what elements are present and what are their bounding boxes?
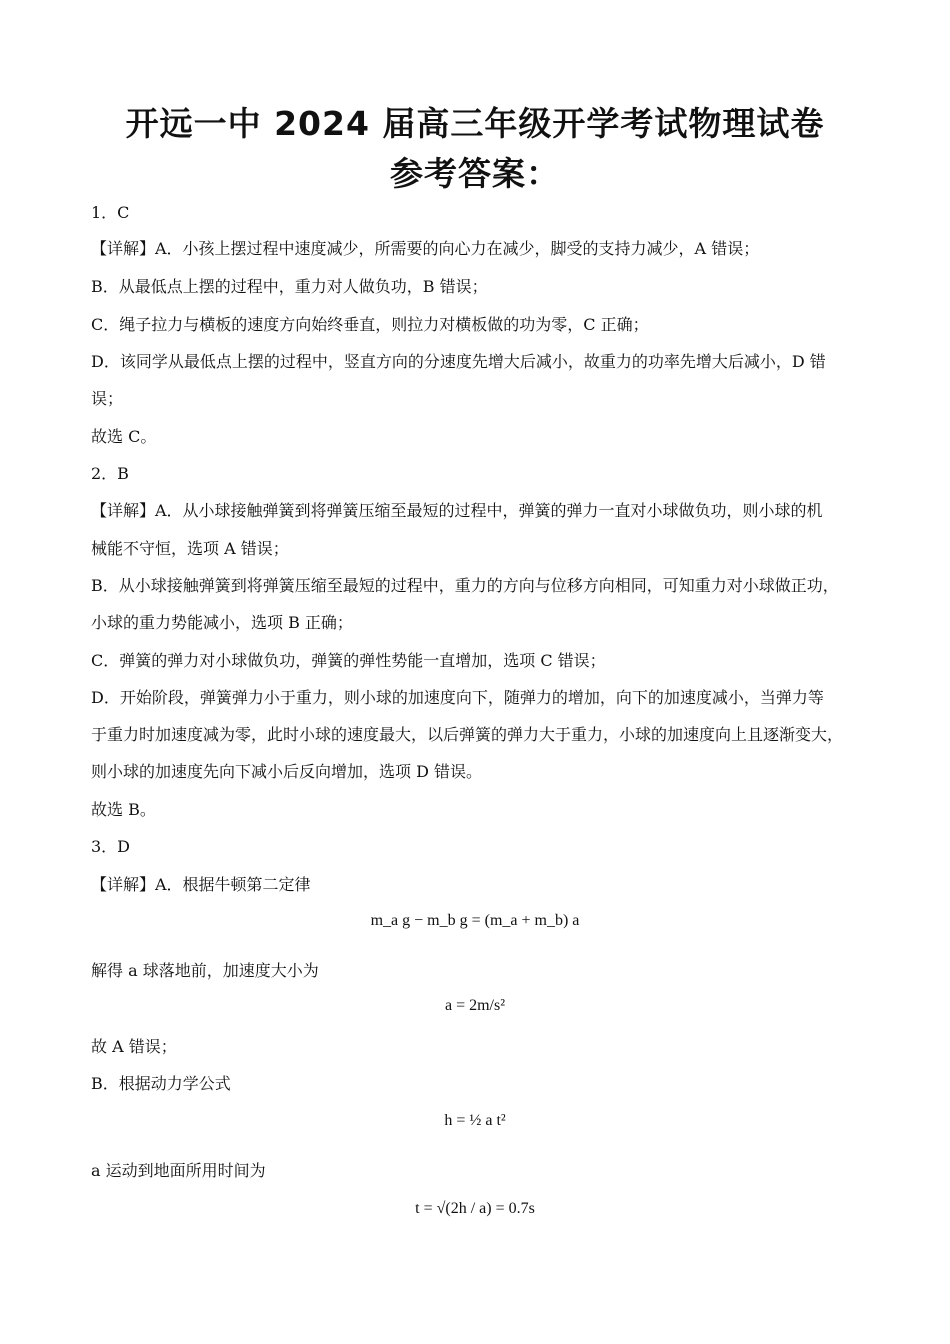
q2-option-d-line3: 则小球的加速度先向下减小后反向增加，选项 D 错误。 bbox=[91, 762, 483, 781]
title-line-1: 开远一中 2024 届高三年级开学考试物理试卷 bbox=[125, 104, 825, 143]
q1-option-d-line2: 误； bbox=[91, 389, 124, 408]
q3-answer: 3．D bbox=[91, 837, 131, 856]
q1-conclusion: 故选 C。 bbox=[91, 427, 157, 446]
q1-option-d-line1: D．该同学从最低点上摆的过程中，竖直方向的分速度先增大后减小，故重力的功率先增大后减小，D 错 bbox=[91, 352, 826, 371]
q1-option-c: C．绳子拉力与横板的速度方向始终垂直，则拉力对横板做的功为零，C 正确； bbox=[91, 315, 649, 334]
title-line-2: 参考答案： bbox=[390, 154, 560, 193]
q2-option-b-line2: 小球的重力势能减小，选项 B 正确； bbox=[91, 613, 353, 632]
q3-option-a-intro: 【详解】A．根据牛顿第二定律 bbox=[91, 875, 311, 894]
equation-time: t = √(2h / a) = 0.7s bbox=[415, 1200, 535, 1217]
q2-option-b-line1: B．从小球接触弹簧到将弹簧压缩至最短的过程中，重力的方向与位移方向相同，可知重力对小球做正功， bbox=[91, 576, 839, 595]
q3-option-b-intro: B．根据动力学公式 bbox=[91, 1074, 231, 1093]
q2-option-d-line1: D．开始阶段，弹簧弹力小于重力，则小球的加速度向下，随弹力的增加，向下的加速度减小，当弹力等 bbox=[91, 688, 824, 707]
equation-acceleration: a = 2m/s² bbox=[444, 997, 506, 1014]
q2-answer: 2．B bbox=[91, 464, 129, 483]
q2-option-a-line1: 【详解】A．从小球接触弹簧到将弹簧压缩至最短的过程中，弹簧的弹力一直对小球做负功，则小球的机 bbox=[91, 501, 823, 520]
q3-option-a-result: 故 A 错误； bbox=[91, 1037, 177, 1056]
equation-displacement: h = ½ a t² bbox=[444, 1112, 506, 1129]
q2-conclusion: 故选 B。 bbox=[91, 800, 156, 819]
q3-time-text: a 运动到地面所用时间为 bbox=[91, 1161, 266, 1180]
q1-option-b: B．从最低点上摆的过程中，重力对人做负功，B 错误； bbox=[91, 277, 488, 296]
q1-answer: 1．C bbox=[91, 203, 130, 222]
q2-option-d-line2: 于重力时加速度减为零，此时小球的速度最大，以后弹簧的弹力大于重力，小球的加速度向上且逐渐变大， bbox=[91, 725, 844, 744]
q2-option-c: C．弹簧的弹力对小球做负功，弹簧的弹性势能一直增加，选项 C 错误； bbox=[91, 651, 606, 670]
equation-newton-second-law: m_a g − m_b g = (m_a + m_b) a bbox=[370, 912, 580, 929]
q1-option-a: 【详解】A．小孩上摆过程中速度减少，所需要的向心力在减少，脚受的支持力减少，A 错误； bbox=[91, 239, 760, 258]
q2-option-a-line2: 械能不守恒，选项 A 错误； bbox=[91, 539, 289, 558]
q3-solve-text: 解得 a 球落地前，加速度大小为 bbox=[91, 961, 319, 980]
